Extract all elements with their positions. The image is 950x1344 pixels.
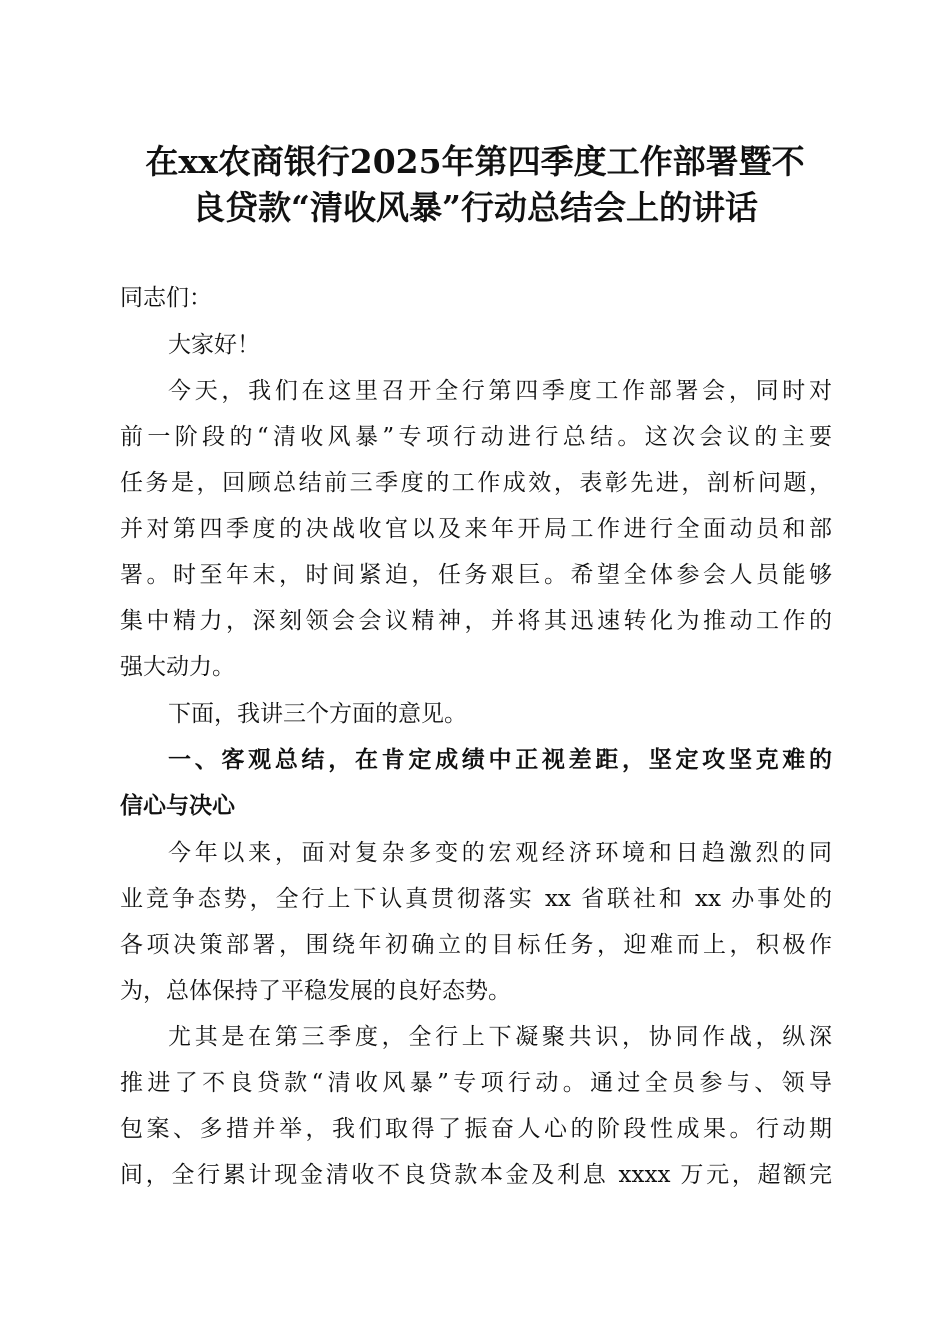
- paragraph-1-line-4: 并对第四季度的决战收官以及来年开局工作进行全面动员和部: [120, 516, 832, 542]
- paragraph-3-line-3: 各项决策部署，围绕年初确立的目标任务，迎难而上，积极作: [120, 932, 832, 958]
- paragraph-4-line-1: 尤其是在第三季度，全行上下凝聚共识，协同作战，纵深: [168, 1024, 832, 1050]
- paragraph-4-line-3: 包案、多措并举，我们取得了振奋人心的阶段性成果。行动期: [120, 1116, 832, 1142]
- paragraph-1-line-1: 今天，我们在这里召开全行第四季度工作部署会，同时对: [168, 378, 832, 404]
- paragraph-1-line-2: 前一阶段的“清收风暴”专项行动进行总结。这次会议的主要: [120, 424, 832, 450]
- paragraph-3-line-2: 业竞争态势，全行上下认真贯彻落实 xx 省联社和 xx 办事处的: [120, 886, 832, 912]
- document-title-line-2: 良贷款“清收风暴”行动总结会上的讲话: [192, 188, 758, 227]
- paragraph-1-line-6: 集中精力，深刻领会会议精神，并将其迅速转化为推动工作的: [120, 608, 832, 634]
- paragraph-1-line-7: 强大动力。: [120, 654, 235, 680]
- paragraph-3-line-1: 今年以来，面对复杂多变的宏观经济环境和日趋激烈的同: [168, 840, 832, 866]
- document-title-line-1: 在xx农商银行2025年第四季度工作部署暨不: [145, 142, 805, 181]
- section-1-heading-line-2: 信心与决心: [120, 793, 235, 819]
- paragraph-1-line-3: 任务是，回顾总结前三季度的工作成效，表彰先进，剖析问题，: [120, 470, 832, 496]
- paragraph-4-line-4: 间，全行累计现金清收不良贷款本金及利息 xxxx 万元，超额完: [120, 1162, 832, 1188]
- paragraph-4-line-2: 推进了不良贷款“清收风暴”专项行动。通过全员参与、领导: [120, 1070, 832, 1096]
- paragraph-3-line-4: 为，总体保持了平稳发展的良好态势。: [120, 978, 511, 1004]
- paragraph-1-line-5: 署。时至年末，时间紧迫，任务艰巨。希望全体参会人员能够: [120, 562, 832, 588]
- greeting: 大家好！: [168, 332, 260, 358]
- section-1-heading-line-1: 一、客观总结，在肯定成绩中正视差距，坚定攻坚克难的: [168, 747, 832, 773]
- paragraph-2: 下面，我讲三个方面的意见。: [168, 701, 467, 727]
- salutation: 同志们：: [120, 285, 212, 311]
